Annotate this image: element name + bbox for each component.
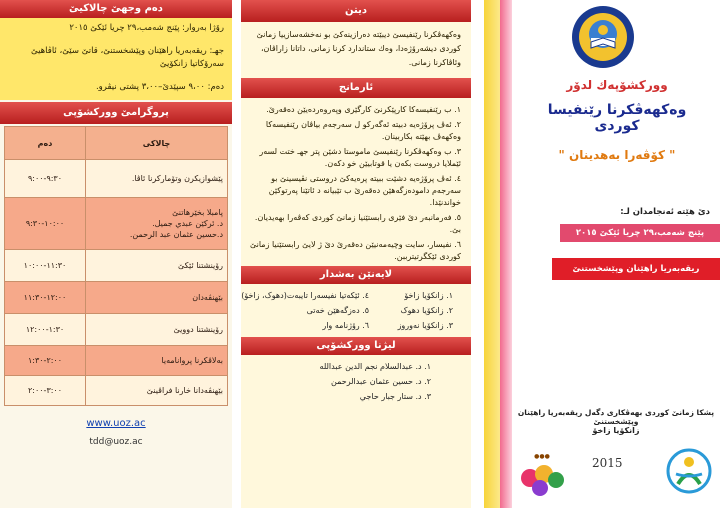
right-panel [484, 0, 720, 508]
time-cell: ٩:٣٠-٩:٠٠ [5, 160, 86, 198]
date-info-block [0, 18, 232, 100]
website-link[interactable]: www.uoz.ac [86, 418, 146, 429]
objectives-list [241, 98, 471, 263]
time-line: دەم: ٩،٠٠ سپێدێ–٣،٠٠ پشتی نیڤرو. [95, 82, 224, 92]
objective-item: ٦. نفیسار، سایت وچیەمەنیێن دەقەرێ دێ ژ لایێ رابستێنیا زمانێ کوردی ئێکگرتیترببن. [249, 240, 461, 261]
committee-section-header: لیژنا ووركشۆپی [241, 337, 471, 355]
participant-row [241, 318, 471, 333]
participant-row [241, 303, 471, 318]
participant-row [241, 288, 471, 303]
activity-cell: پێشوازیکرن وتۆمارکرنا ئاڤا. [86, 160, 228, 198]
table-row [5, 346, 228, 376]
date-bar: پێنج شەمب،٢٩ چریا ئێکێ ٢٠١٥ [560, 224, 720, 242]
activity-cell: رۆینشتنا دوویێ [86, 314, 228, 346]
committee-member: ١. د. عبدالسلام نجم الدين عبدالله [319, 362, 431, 371]
committee-member: ٣. د. ستار جبار حاجي [359, 392, 431, 401]
participant-name: ئێکەتیا نفیسەرا تایبەت(دهوک، زاخۆ) [241, 291, 360, 300]
fold-gap-1 [232, 0, 241, 508]
university-seal-icon [570, 4, 636, 70]
table-header-row [5, 127, 228, 160]
table-row [5, 314, 228, 346]
university-logo [570, 4, 636, 70]
objective-item: ٢. ئەڤ پرۆژەیە دبیتە ئەگەرکو ل سەرجەم بیاڤان رێنفيسەکا وەکهەڤ بهێتە بکاربینان. [265, 120, 461, 141]
department-logo [666, 448, 712, 494]
table-row [5, 198, 228, 250]
intro-text: دێ هێتە ئەنجامدان لـ: [620, 207, 710, 217]
workshop-label: ووركشۆپەك لدۆر [566, 78, 668, 92]
participant-name: دەزگەهێن خەتی [306, 306, 360, 315]
program-table [4, 126, 228, 406]
objectives-section-header: ئارمانج [241, 78, 471, 98]
participant-name: رۆژنامە وار [322, 321, 360, 330]
date-section-header: دەم وجهێ چالاکیێ [0, 0, 232, 18]
table-row [5, 376, 228, 406]
table-row [5, 250, 228, 282]
vision-section-header: دیتن [241, 0, 471, 22]
participant-number: ١. [446, 291, 453, 300]
participant-number: ٤. [362, 291, 370, 300]
flowers-emblem-icon [514, 448, 570, 500]
main-title: وەکهەڤکرنا رێنفيسا کوردی [547, 102, 687, 134]
committee-member: ٢. د. حسين عثمان عبدالرحمن [331, 377, 431, 386]
objective-item: ٤. ئەڤ پرۆژەیە دشێت ببيتە پرەیەکێ دروستی نڤيسينێ بو سەرجەم دامودەزگەهێن دەقەرێ ب تێبیانە د ئاتێنا پەرتوکێن خواندنێدا. [268, 174, 461, 207]
activity-cell: رۆینشتنا ئێکێ [86, 250, 228, 282]
program-section-header: پروگرامێ ووركشۆپی [0, 102, 232, 124]
participant-number: ٦. [362, 321, 370, 330]
participant-name: زانکۆیا زاخۆ [404, 291, 444, 300]
participants-list [241, 284, 471, 337]
participant-number: ٣. [446, 321, 453, 330]
middle-panel [241, 0, 471, 508]
table-row [5, 160, 228, 198]
participants-section-header: لایەنێن بەشدار [241, 266, 471, 284]
ministry-logo [514, 448, 570, 500]
participant-number: ٥. [362, 306, 370, 315]
activity-cell: پامبلا بخێرهاتنێ د. ئرکێن عبدي جميل. د.حسين عثمان عبد الرحمن. [86, 198, 228, 250]
people-circle-icon [666, 448, 712, 494]
footer-collaboration: پشکا زمانێ کوردی بهەڤکاری دگەل ریقەبەریا راهێنان وپێشخستنێ [517, 408, 715, 426]
time-column-header: دەم [5, 127, 86, 160]
participant-name: زانکۆیا دهوک [400, 306, 444, 315]
time-cell: ١٠:٠٠-٩:٣٠ [5, 198, 86, 250]
venue-line: جهـ: ریقەبەریا راهێنان وپێشخستنێ، قاتێ سێێ، ئاڤاهیێ سەرۆکاتیا زانکۆیێ [31, 46, 224, 69]
date-line: رۆژا بەروار: پێنج شەمب،٢٩ چریا ئێکێ ٢٠١٥ [69, 23, 224, 33]
vision-text: وەکهەڤکرنا رێنفیسێ دیبێتە دەرازینەکێ بو نەخشەسازییا زمانێ کوردی دیشەرۆژەدا، وەك ستاندارد کرنا زمانی، داتانا زاراڤان، وئاڤاکرنا زمانی. [256, 30, 461, 67]
time-cell: ١٢:٠٠-١١:٣٠ [5, 282, 86, 314]
svg-text:●●●: ●●● [534, 453, 550, 460]
slogan: " کۆڤەرا بەهدینان " [558, 148, 676, 162]
time-cell: ٢:٠٠-١:٣٠ [5, 346, 86, 376]
time-cell: ١١:٣٠-١٠:٠٠ [5, 250, 86, 282]
table-row [5, 282, 228, 314]
fold-gap-2 [471, 0, 484, 508]
objective-item: ٥. فەرمانبەر دێ فێری رابستێنیا زمانێ کوردی کەڤەرا بهەیدیان. بێ. [254, 213, 461, 234]
time-cell: ١:٣٠-١٢:٠٠ [5, 314, 86, 346]
participant-name: زانکۆیا نەوروز [397, 321, 444, 330]
activity-cell: بێهنڤەدانا خارنا فراڤينێ [86, 376, 228, 406]
activity-cell: بەلاڤکرنا پروانامەیا [86, 346, 228, 376]
time-cell: ٣:٠٠-٢:٠٠ [5, 376, 86, 406]
email-text: tdd@uoz.ac [89, 437, 143, 447]
left-panel [0, 0, 232, 508]
participant-number: ٢. [446, 306, 453, 315]
objective-item: ١. ب رێنفيسەکا کارپێکرنێ کارگێری وپەروەردەیێن دەقەرێ. [266, 105, 461, 114]
footer-university: زانکۆیا زاخۆ [592, 426, 640, 435]
year-text: 2015 [592, 456, 623, 470]
place-bar: ریقەبەریا راهێنان وپێشخستنێ [552, 258, 720, 280]
activity-column-header: چالاکی [86, 127, 228, 160]
decorative-yellow-band [484, 0, 500, 508]
committee-list [241, 355, 471, 404]
activity-cell: بێهنڤەدان [86, 282, 228, 314]
decorative-pink-band [500, 0, 512, 508]
objective-item: ٣. ب وەکهەڤکرنا رێنفيسێ ماموستا دشێن پتر جهـ ختت لسەر ئێملايا دروست بکەن یا قوتابیێن خو دکەن. [259, 147, 461, 168]
